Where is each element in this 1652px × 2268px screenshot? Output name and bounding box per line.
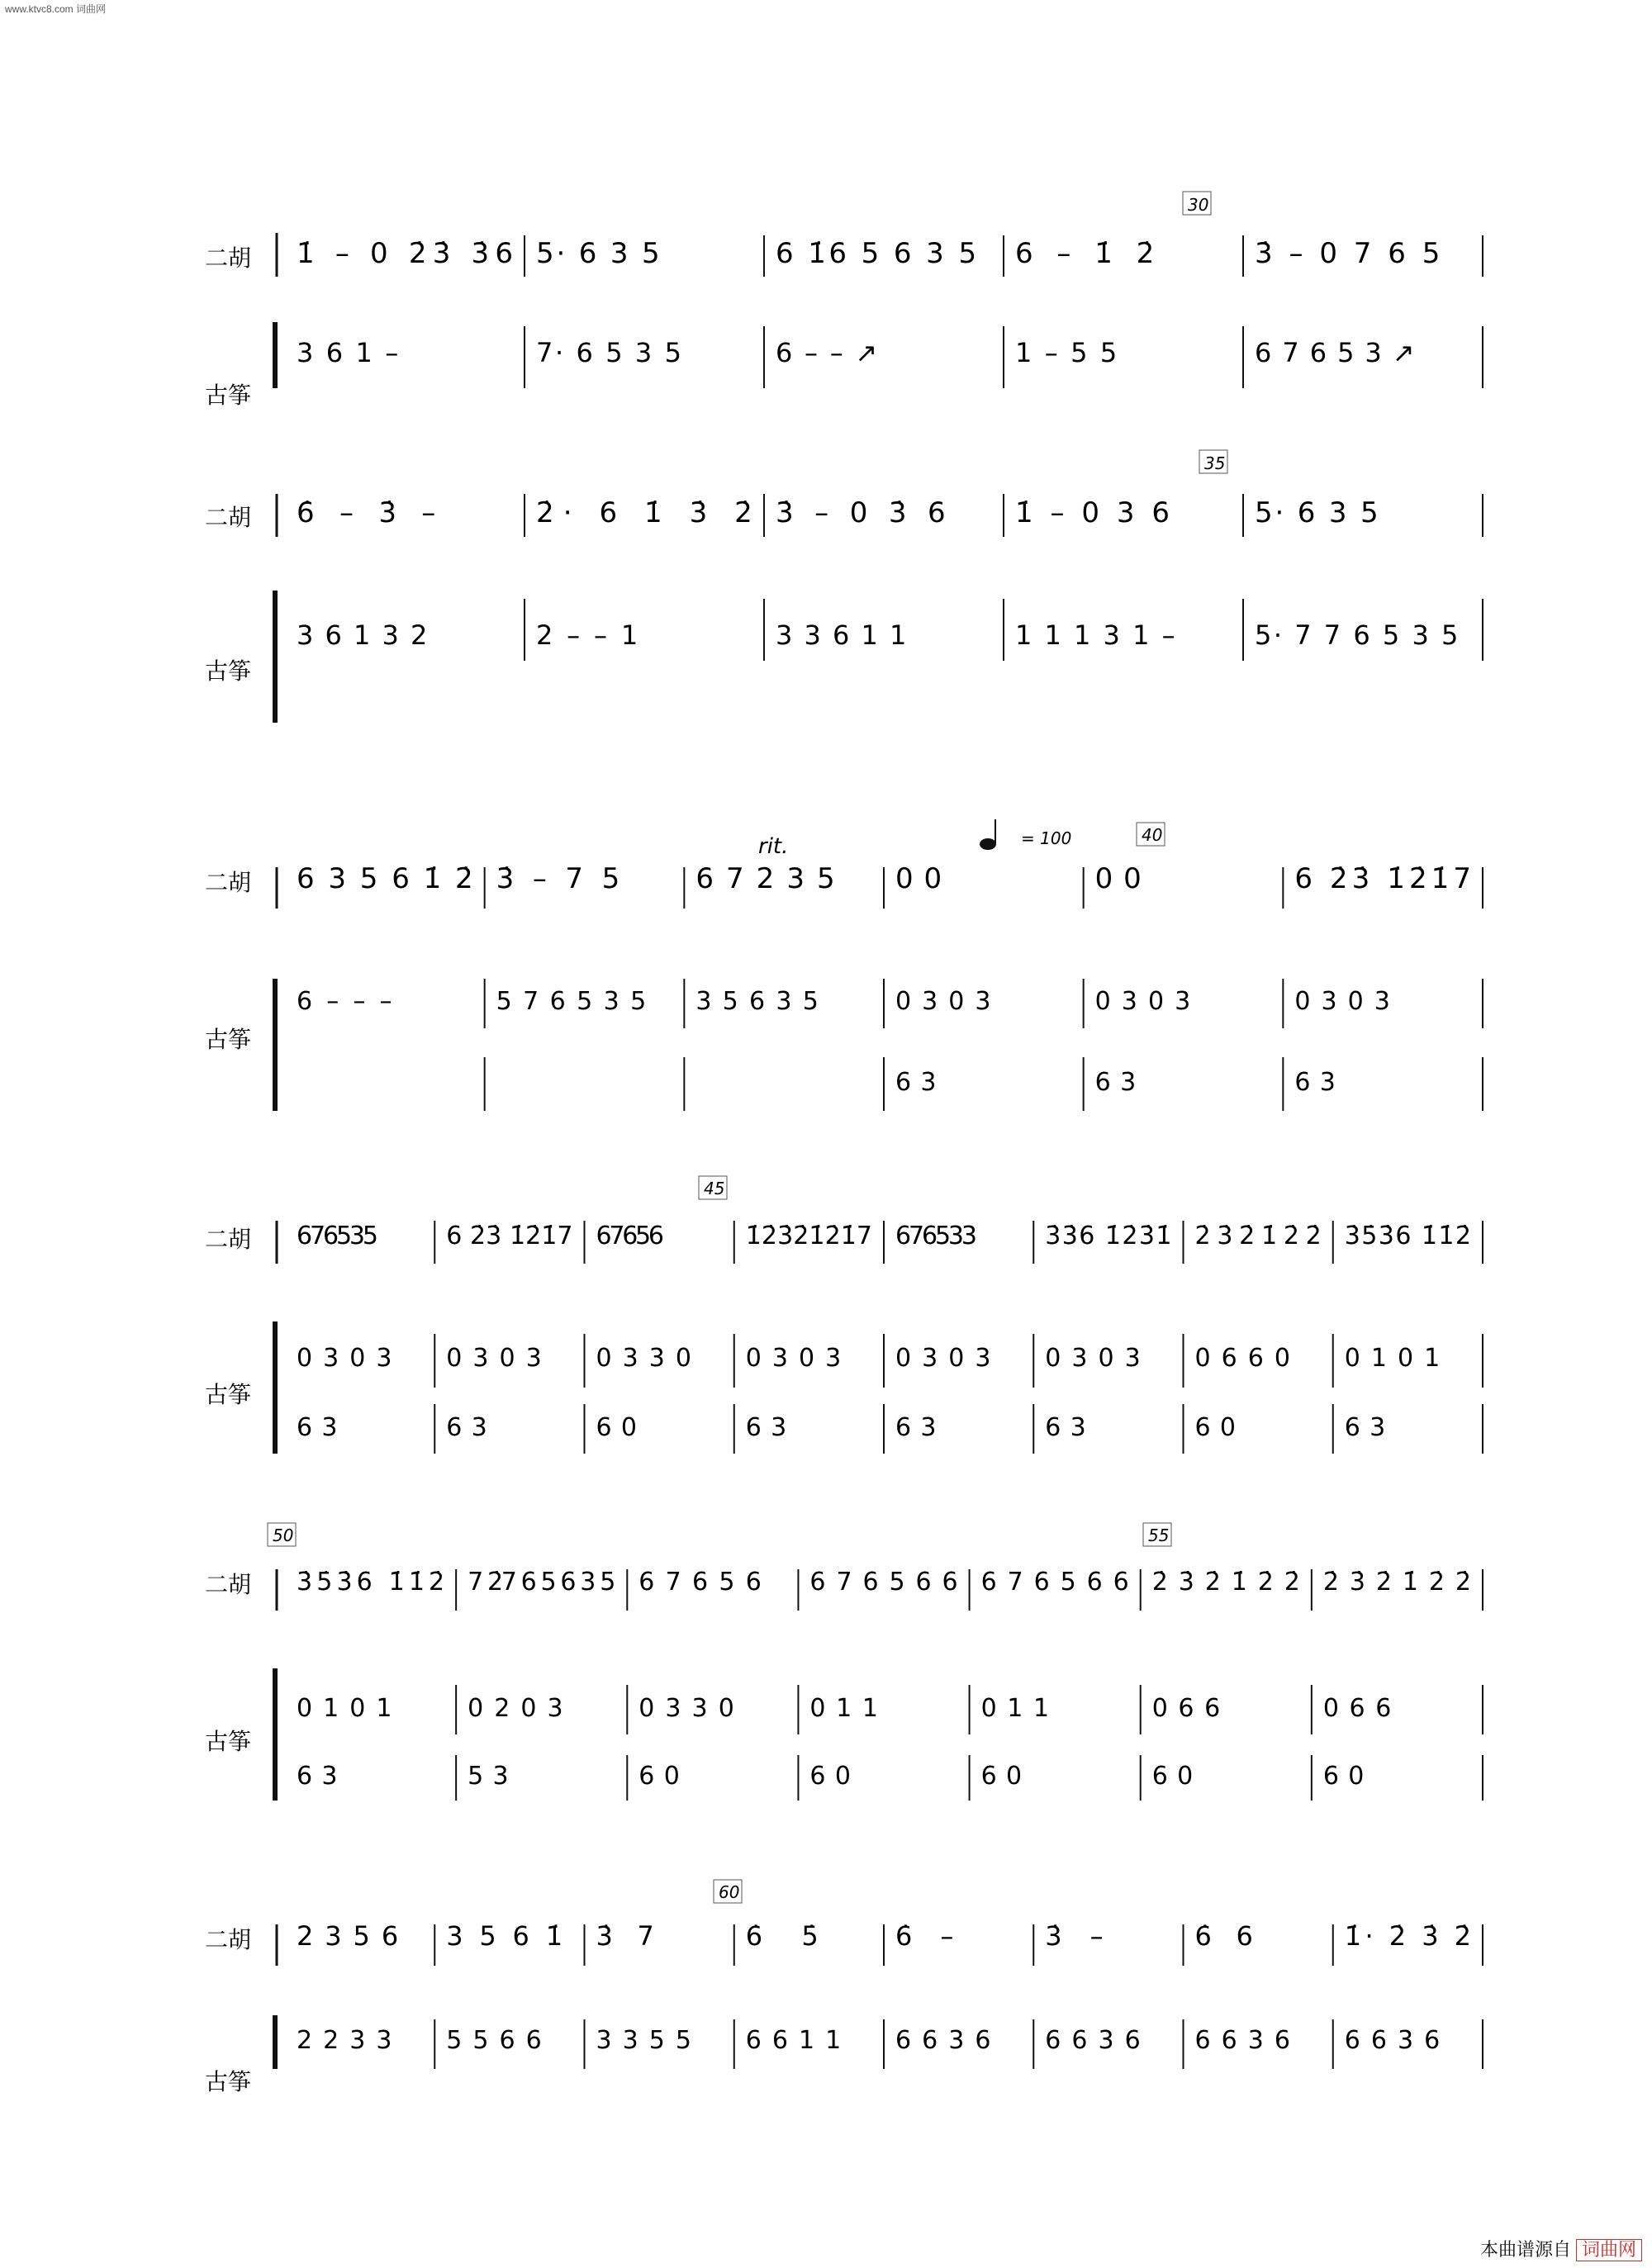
guzheng-measure: 6 – – – (297, 987, 392, 1016)
guzheng-measure: 0 3 0 3 (1294, 987, 1390, 1016)
measure-number-50: 50 (273, 1525, 294, 1545)
erhu-measure: 3̇ – 0 7 6 5 (1255, 237, 1441, 270)
measure-number-60: 60 (719, 1882, 740, 1902)
guzheng-measure: 0 3 0 3 (1045, 1344, 1141, 1373)
erhu-measure: 2̇· 6 1̇ 3̇ 2̇ (536, 496, 752, 529)
erhu-measure: 6 2̇3̇ 1̇2̇1̇7 (446, 1222, 573, 1250)
guzheng-measure: 6 3 (1294, 1068, 1336, 1097)
guzheng-measure: 0 1 1 (809, 1694, 878, 1723)
guzheng-label: 古筝 (205, 1728, 252, 1755)
erhu-measure: 1̇ – 0 3 6 (1015, 496, 1170, 529)
erhu-measure: 2̇3̇2̇1̇2̇2̇ (1322, 1568, 1471, 1597)
erhu-measure: 1̇2̇3̇2̇1̇2̇1̇7 (745, 1222, 872, 1250)
guzheng-measure: 0 2 0 3 (468, 1694, 563, 1723)
guzheng-measure: 0 6 6 (1322, 1694, 1392, 1723)
system-5 (205, 1523, 1171, 1801)
erhu-label: 二胡 (205, 504, 252, 531)
erhu-measure: 5· 6 3 5 (536, 237, 660, 270)
erhu-measure: 3̇ 7 (596, 1920, 654, 1952)
guzheng-measure: 6 0 (596, 1413, 637, 1442)
guzheng-measure: 0 3 0 3 (745, 1344, 842, 1373)
measure-number-30: 30 (1188, 195, 1209, 215)
guzheng-measure: 6 6 3 6 (895, 2026, 991, 2055)
erhu-measure: 676535 (297, 1222, 378, 1250)
erhu-measure: 3 5 6 1̇ (446, 1920, 563, 1952)
guzheng-measure: 5· 7 7 6 5 3 5 (1255, 619, 1459, 651)
guzheng-measure: 6 0 (1194, 1413, 1236, 1442)
guzheng-label: 古筝 (205, 2068, 252, 2095)
guzheng-measure: 5 5 6 6 (446, 2026, 542, 2055)
guzheng-label: 古筝 (205, 1381, 252, 1408)
guzheng-measure: 6 3 (297, 1762, 338, 1791)
rit-marking: rit. (758, 834, 789, 859)
erhu-measure: 3̇ – 0 3̇ 6 (776, 496, 946, 529)
guzheng-measure: 0 3 0 3 (895, 987, 991, 1016)
erhu-measure: 0 0 (895, 862, 942, 895)
guzheng-measure: 6 3 (1094, 1068, 1137, 1097)
guzheng-measure: 6 3 (895, 1068, 937, 1097)
system-4 (205, 1176, 727, 1454)
measure-number-55: 55 (1148, 1525, 1170, 1545)
erhu-measure: 3̇3̇6 1̇2̇3̇1̇ (1045, 1222, 1172, 1250)
guzheng-measure: 0 3 0 3 (297, 1344, 392, 1373)
guzheng-measure: 0 3 0 3 (1094, 987, 1191, 1016)
guzheng-measure: 2 – – 1 (536, 619, 638, 651)
guzheng-measure: 1 – 5 5 (1015, 337, 1118, 368)
guzheng-measure: 0 6 6 0 (1194, 1344, 1290, 1373)
guzheng-measure: 0 1 0 1 (297, 1694, 392, 1723)
erhu-label: 二胡 (205, 1226, 252, 1253)
guzheng-measure: 0 3 3 0 (596, 1344, 691, 1373)
erhu-measure: 6 7 6 5 6 6 (809, 1568, 958, 1597)
erhu-label: 二胡 (205, 244, 252, 272)
guzheng-measure: 7· 6 5 3 5 (536, 337, 681, 368)
erhu-measure: 6 3 5 6 1̇ 2̇ (297, 862, 473, 895)
erhu-measure: 2 3 5 6 (297, 1920, 399, 1952)
measure-number-45: 45 (704, 1179, 725, 1198)
erhu-measure: 0 0 (1094, 862, 1142, 895)
guzheng-measure: 6 0 (1322, 1762, 1365, 1791)
erhu-measure: 5· 6 3 5 (1255, 496, 1379, 529)
measure-number-40: 40 (1142, 825, 1163, 845)
erhu-measure: 6 1̇6 5 6 3 5 (776, 237, 977, 270)
guzheng-measure: 0 1 0 1 (1344, 1344, 1441, 1373)
erhu-measure: 3̇ – (1045, 1920, 1104, 1952)
erhu-measure: 1̇· 2̇ 3̇ 2̇ (1344, 1920, 1471, 1952)
guzheng-measure: 1 1 1 3 1 – (1015, 619, 1175, 651)
guzheng-measure: 6 0 (1151, 1762, 1194, 1791)
notes-layer (297, 235, 1483, 2069)
system-2 (205, 450, 1227, 723)
erhu-measure: 6̇ 6 (1194, 1920, 1253, 1952)
erhu-measure: 6̇ – (895, 1920, 954, 1952)
guzheng-measure: 6 6 3 6 (1045, 2026, 1141, 2055)
erhu-measure: 6 7 6 5 6 6 (980, 1568, 1129, 1597)
erhu-measure: 2̇3̇2̇1̇2̇2̇ (1151, 1568, 1300, 1597)
erhu-measure: 67656 (596, 1222, 664, 1250)
guzheng-measure: 6 6 3 6 (1344, 2026, 1441, 2055)
erhu-measure: 7 2̇7 6 5 6 3 5 (468, 1568, 616, 1597)
erhu-measure: 3̇ – 7 5 (496, 862, 620, 895)
guzheng-measure: 0 6 6 (1151, 1694, 1221, 1723)
erhu-measure: 6 – 1̇ 2̇ (1015, 237, 1155, 270)
guzheng-measure: 6 6 3 6 (1194, 2026, 1290, 2055)
guzheng-measure: 0 3 0 3 (895, 1344, 991, 1373)
guzheng-measure: 6 3 (1045, 1413, 1086, 1442)
guzheng-measure: 3 5 6 3 5 (695, 987, 819, 1016)
guzheng-label: 古筝 (205, 1026, 252, 1053)
system-6 (205, 1880, 742, 2095)
guzheng-measure: 6 6 1 1 (745, 2026, 842, 2055)
erhu-measure: 6 7 6 5 6 (638, 1568, 762, 1597)
erhu-label: 二胡 (205, 1926, 252, 1953)
erhu-measure: 6 2̇3̇ 1̇2̇1̇7 (1294, 862, 1471, 895)
guzheng-measure: 6 0 (980, 1762, 1023, 1791)
erhu-measure: 6̇ 5̇ (745, 1920, 819, 1952)
erhu-measure: 6 7 2 3 5 (695, 862, 835, 895)
system-1 (205, 192, 1211, 409)
guzheng-measure: 6 3 (895, 1413, 937, 1442)
guzheng-measure: 6 3 (745, 1413, 787, 1442)
tempo-marking: = 100 (1021, 828, 1072, 848)
guzheng-measure: 3 6 1 – (297, 337, 399, 368)
erhu-measure: 676533 (895, 1222, 977, 1250)
guzheng-measure: 6 0 (809, 1762, 851, 1791)
erhu-label: 二胡 (205, 1571, 252, 1598)
guzheng-measure: 0 3 3 0 (638, 1694, 734, 1723)
erhu-measure: 3̇5̇3̇6 1̇1̇2̇ (297, 1568, 445, 1597)
erhu-measure: 3̇5̇3̇6 1̇1̇2̇ (1344, 1222, 1471, 1250)
guzheng-label: 古筝 (205, 657, 252, 685)
guzheng-measure: 0 3 0 3 (446, 1344, 542, 1373)
guzheng-measure: 6 3 (446, 1413, 487, 1442)
erhu-label: 二胡 (205, 869, 252, 896)
watermark-bottom (1480, 2236, 1642, 2261)
guzheng-measure: 5 7 6 5 3 5 (496, 987, 647, 1016)
guzheng-measure: 3 3 6 1 1 (776, 619, 907, 651)
watermark-top: www.ktvc8.com 词曲网 (5, 3, 107, 15)
guzheng-label: 古筝 (205, 382, 252, 409)
guzheng-measure: 6 0 (638, 1762, 680, 1791)
guzheng-measure: 2 2 3 3 (297, 2026, 392, 2055)
erhu-measure: 6̇ – 3̇ – (297, 496, 436, 529)
guzheng-measure: 6 3 (297, 1413, 338, 1442)
erhu-measure: 2̇3̇2̇1̇2̇2̇ (1194, 1222, 1322, 1250)
measure-number-35: 35 (1204, 453, 1226, 473)
guzheng-measure: 6 7 6 5 3 ↗ (1255, 337, 1415, 368)
guzheng-measure: 0 1 1 (980, 1694, 1050, 1723)
guzheng-measure: 6 – – ↗ (776, 337, 878, 368)
guzheng-measure: 6 3 (1344, 1413, 1386, 1442)
guzheng-measure: 5 3 (468, 1762, 509, 1791)
watermark-prefix: 本曲谱源自 (1479, 2240, 1571, 2261)
guzheng-measure: 3 6 1 3 2 (297, 619, 428, 651)
watermark-brand: 词曲网 (1576, 2239, 1642, 2261)
guzheng-measure: 3 3 5 5 (596, 2026, 691, 2055)
erhu-measure: 1̇ – 0 2̇3̇ 3̇6 (297, 237, 513, 270)
